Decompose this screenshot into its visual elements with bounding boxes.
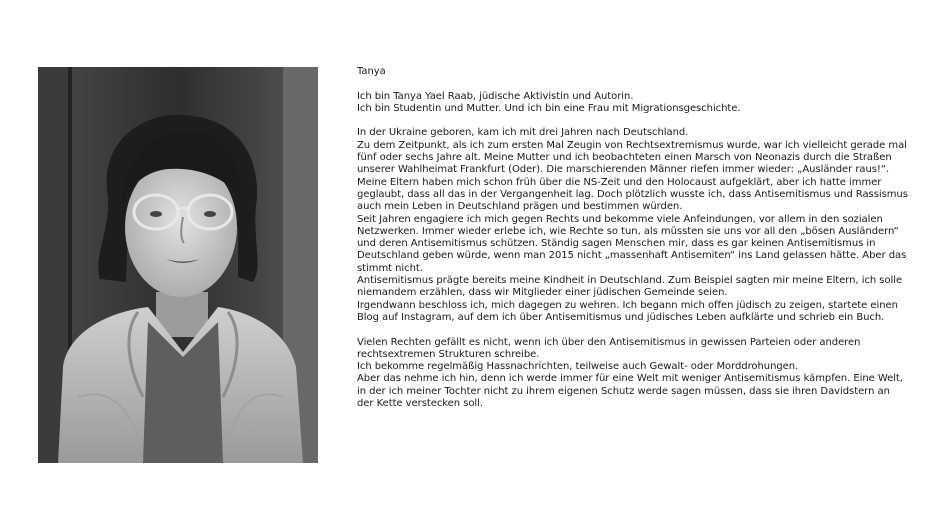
- intro-line: Ich bin Tanya Yael Raab, jüdische Aktivistin und Autorin.: [357, 90, 634, 102]
- story-paragraph: Antisemitismus prägte bereits meine Kindheit in Deutschland. Zum Beispiel sagten mir meine Eltern, ich solle niemandem erzählen, dass wir Mitglieder einer jüdischen Gemeinde seien.: [357, 275, 903, 299]
- portrait-photo: [38, 67, 318, 463]
- biography-text: [357, 66, 909, 410]
- name-heading: Tanya: [357, 66, 386, 77]
- story-paragraph: Zu dem Zeitpunkt, als ich zum ersten Mal Zeugin von Rechtsextremismus wurde, war ich vielleicht gerade mal fünf oder sechs Jahre alt. Meine Mutter und ich beobachteten einen Marsch von Neonazis durch die Straßen unserer Wahlheimat Frankfurt (Oder). Die marschierenden Männer riefen immer wieder: „Ausländer raus!“.: [357, 139, 907, 176]
- intro-line: Ich bin Studentin und Mutter. Und ich bin eine Frau mit Migrationsgeschichte.: [357, 102, 741, 114]
- closing-paragraph: Vielen Rechten gefällt es nicht, wenn ich über den Antisemitismus in gewissen Parteien oder anderen rechtsextremen Strukturen schreibe.: [357, 336, 861, 360]
- portrait-photo-illustration: [38, 67, 318, 463]
- story-paragraph: Seit Jahren engagiere ich mich gegen Rechts und bekomme viele Anfeindungen, vor allem in den sozialen Netzwerken. Immer wieder erlebe ich, wie Rechte so tun, als müssten sie uns vor all den „bösen Ausländern“ und deren Antisemitismus schützen. Ständig sagen Menschen mir, dass es gar keinen Antisemitismus in Deutschland geben würde, wenn man 2015 nicht „massenhaft Antisemiten“ ins Land gelassen hätte. Aber das stimmt nicht.: [357, 213, 907, 274]
- closing-paragraph: Ich bekomme regelmäßig Hassnachrichten, teilweise auch Gewalt- oder Morddrohungen.: [357, 361, 799, 373]
- closing-paragraph: Aber das nehme ich hin, denn ich werde immer für eine Welt mit weniger Antisemitismus kämpfen. Eine Welt, in der ich meiner Tochter nicht zu ihrem eigenen Schutz werde sagen müssen, dass sie ihren Davidstern an der Kette verstecken soll.: [357, 373, 903, 410]
- story-paragraph: Meine Eltern haben mich schon früh über die NS-Zeit und den Holocaust aufgeklärt, aber ich hatte immer geglaubt, dass all das in der Vergangenheit lag. Doch plötzlich wusste ich, dass Antisemitismus und Rassismus auch mein Leben in Deutschland prägen und bestimmen würden.: [357, 176, 908, 213]
- story-paragraph: Irgendwann beschloss ich, mich dagegen zu wehren. Ich begann mich offen jüdisch zu zeigen, startete einen Blog auf Instagram, auf dem ich über Antisemitismus und jüdisches Leben aufklärte und schrieb ein Buch.: [357, 299, 898, 323]
- story-paragraph: In der Ukraine geboren, kam ich mit drei Jahren nach Deutschland.: [357, 127, 689, 139]
